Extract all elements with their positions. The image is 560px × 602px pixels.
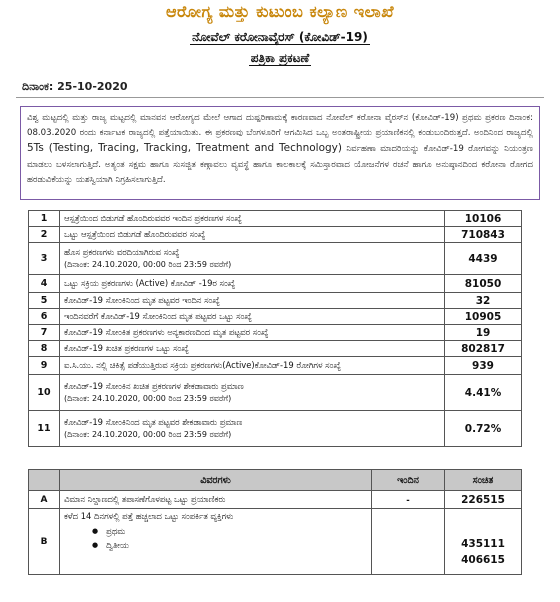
secondary-contacts: ● ದ್ವಿತೀಯ (92, 540, 367, 551)
stats-row (29, 411, 522, 447)
row-number: 7 (29, 325, 60, 341)
key-header (29, 470, 60, 491)
row-today: - (372, 491, 445, 509)
intro-paragraph (20, 106, 540, 200)
row-date-range: (ದಿನಾಂಕ: 24.10.2020, 00:00 ರಿಂದ 23:59 ರವರೆಗೆ) (64, 430, 232, 439)
release-date: ದಿನಾಂಕ: 25-10-2020 (22, 80, 128, 93)
row-value: 4.41% (445, 375, 522, 411)
stats-row (29, 275, 522, 293)
row-number: 11 (29, 411, 60, 447)
cumulative-header: ಸಂಚಿತ (445, 470, 522, 491)
primary-value: 435111 (461, 538, 505, 550)
row-label: ಐ.ಸಿ.ಯು. ನಲ್ಲಿ ಚಿಕಿತ್ಸೆ ಪಡೆಯುತ್ತಿರುವ ಸಕ್ರಿಯ ಪ್ರಕರಣಗಳು(Active)ಕೋವಿಡ್-19 ರೋಗಿಗಳ ಸಂಖ್ಯೆ (64, 360, 341, 370)
row-label-cell (60, 325, 445, 341)
row-value: 710843 (445, 227, 522, 243)
row-date-range: (ದಿನಾಂಕ: 24.10.2020, 00:00 ರಿಂದ 23:59 ರವರೆಗೆ) (64, 260, 232, 269)
stats-row (29, 243, 522, 275)
row-label: ಕೋವಿಡ್-19 ಸೋಂಕಿತ ಪ್ರಕರಣಗಳು ಅನ್ಯಕಾರಣದಿಂದ ಮೃತ ಪಟ್ಟವರ ಸಂಖ್ಯೆ (64, 327, 269, 337)
department-title: ಆರೋಗ್ಯ ಮತ್ತು ಕುಟುಂಬ ಕಲ್ಯಾಣ ಇಲಾಖೆ (166, 2, 394, 21)
row-label: ಒಟ್ಟು ಸಕ್ರಿಯ ಪ್ರಕರಣಗಳು (Active) ಕೋವಿಡ್ -19ರ ಸಂಖ್ಯೆ (64, 278, 236, 288)
row-label: ಕೋವಿಡ್-19 ಸೋಂಕಿನಿಂದ ಮೃತ ಪಟ್ಟವರ ಇಂದಿನ ಸಂಖ್ಯೆ (64, 295, 220, 305)
today-header: ಇಂದಿನ (372, 470, 445, 491)
row-value: 802817 (445, 341, 522, 357)
row-label: ಕಳೆದ 14 ದಿನಗಳಲ್ಲಿ ಪತ್ತೆ ಹಚ್ಚಲಾದ ಒಟ್ಟು ಸಂಪರ್ಕಿತ ವ್ಯಕ್ತಿಗಳು (64, 511, 234, 521)
row-value: 10106 (445, 211, 522, 227)
stats-row (29, 227, 522, 243)
details-row-b (29, 509, 522, 575)
row-number: 4 (29, 275, 60, 293)
row-label-cell (60, 309, 445, 325)
bulletin-heading-text: ಪತ್ರಿಕಾ ಪ್ರಕಟಣೆ (250, 51, 310, 65)
row-key: B (29, 509, 60, 575)
stats-row (29, 375, 522, 411)
intro-text-5ts: 5Ts (Testing, Tracing, Tracking, Treatment and Technology) (27, 142, 342, 155)
row-number: 10 (29, 375, 60, 411)
row-number: 1 (29, 211, 60, 227)
bulletin-heading (0, 51, 560, 66)
row-label: ಒಟ್ಟು ಆಸ್ಪತ್ರೆಯಿಂದ ಬಿಡುಗಡೆ ಹೊಂದಿರುವವರ ಸಂಖ್ಯೆ (64, 229, 206, 239)
row-label-cell (60, 293, 445, 309)
stats-row (29, 357, 522, 375)
subtitle-text: ನೋವೆಲ್ ಕರೋನಾವೈರಸ್ (ಕೋವಿಡ್-19) (192, 30, 368, 44)
intro-text-2: ನಿರ್ವಹಣಾ ಮಾದರಿಯನ್ನು ಕೋವಿಡ್-19 ರೋಗವನ್ನು ನಿಯಂತ್ರಣ ಮಾಡಲು ಬಳಸಲಾಗುತ್ತಿದೆ. ಅತ್ಯಂತ ಸಕ್ಷಮ ಹಾಗೂ ಸುಸಜ್ಜಿತ ಕಣ್ಗಾವಲು ವ್ಯವಸ್ಥೆ ಹಾಗೂ ಕಾಲಕಾಲಕ್ಕೆ ಸಮಿಸ್ತಾರವಾದ ಯೋಜನೆಗಳ ರಚನೆ ಹಾಗೂ ಅನುಷ್ಠಾನದಿಂದ ಕರೋನಾ ರೋಗದ ಹರಡುವಿಕೆಯನ್ನು ಯಶಸ್ವಿಯಾಗಿ ನಿಗ್ರಹಿಸಲಾಗುತ್ತಿದೆ. (27, 144, 533, 185)
row-label: ಕೋವಿಡ್-19 ಸೋಂಕಿನ ಖಚಿತ ಪ್ರಕರಣಗಳ ಶೇಕಡಾವಾರು ಪ್ರಮಾಣ (64, 381, 244, 391)
row-number: 6 (29, 309, 60, 325)
row-number: 9 (29, 357, 60, 375)
contact-list (92, 526, 367, 551)
row-number: 3 (29, 243, 60, 275)
row-label-cell (60, 275, 445, 293)
secondary-value: 406615 (461, 554, 505, 566)
primary-contacts: ● ಪ್ರಥಮ (92, 526, 367, 537)
row-value: 4439 (445, 243, 522, 275)
stats-row (29, 211, 522, 227)
row-label-cell (60, 375, 445, 411)
row-label-cell (60, 211, 445, 227)
stats-row (29, 341, 522, 357)
row-label: ಕೋವಿಡ್-19 ಖಚಿತ ಪ್ರಕರಣಗಳ ಒಟ್ಟು ಸಂಖ್ಯೆ (64, 343, 189, 353)
row-label: ವಿಮಾನ ನಿಲ್ದಾಣದಲ್ಲಿ ತಪಾಸಣೆಗೊಳಪಟ್ಟ ಒಟ್ಟು ಪ್ರಯಾಣಿಕರು (60, 491, 372, 509)
row-label-cell (60, 243, 445, 275)
row-label-cell (60, 509, 372, 575)
row-value: 32 (445, 293, 522, 309)
stats-row (29, 325, 522, 341)
row-value: 81050 (445, 275, 522, 293)
intro-text-1: ವಿಶ್ವ ಮಟ್ಟದಲ್ಲಿ ಮತ್ತು ರಾಜ್ಯ ಮಟ್ಟದಲ್ಲಿ ಮಾನವನ ಆರೋಗ್ಯದ ಮೇಲೆ ಆಗಾದ ದುಷ್ಪರಿಣಾಮಕ್ಕೆ ಕಾರಣವಾದ ನೋವೆಲ್ ಕರೋನಾ ವೈರಸ್‌ನ (ಕೋವಿಡ್-19) ಪ್ರಥಮ ಪ್ರಕರಣ ದಿನಾಂಕ: 08.03.2020 ರಂದು ಕರ್ನಾಟಕ ರಾಜ್ಯದಲ್ಲಿ ಪತ್ತೆಯಾಯಿತು. ಈ ಪ್ರಕರಣವು ಬೆಂಗಳೂರಿಗೆ ಆಗಮಿಸಿದ ಒಬ್ಬ ಅಂತರಾಷ್ಟ್ರೀಯ ಪ್ರಯಾಣಿಕನಲ್ಲಿ ಕಂಡುಬಂದಿರುತ್ತದೆ. ಅಂದಿನಿಂದ ರಾಜ್ಯದಲ್ಲಿ (27, 113, 533, 139)
row-key: A (29, 491, 60, 509)
press-release-page (0, 2, 560, 602)
row-number: 2 (29, 227, 60, 243)
stats-row (29, 293, 522, 309)
statistics-table (28, 210, 522, 447)
row-cumulative: 226515 (445, 491, 522, 509)
row-cumulative-cell (445, 509, 522, 575)
row-label-cell (60, 411, 445, 447)
divider (16, 97, 544, 98)
row-label-cell (60, 227, 445, 243)
details-table (28, 469, 522, 575)
row-value: 19 (445, 325, 522, 341)
row-number: 5 (29, 293, 60, 309)
row-value: 10905 (445, 309, 522, 325)
row-label: ಇಂದಿನವರೆಗೆ ಕೋವಿಡ್-19 ಸೋಂಕಿನಿಂದ ಮೃತ ಪಟ್ಟವರ ಒಟ್ಟು ಸಂಖ್ಯೆ (64, 311, 252, 321)
details-header-row (29, 470, 522, 491)
row-value: 0.72% (445, 411, 522, 447)
details-header: ವಿವರಗಳು (60, 470, 372, 491)
row-label: ಆಸ್ಪತ್ರೆಯಿಂದ ಬಿಡುಗಡೆ ಹೊಂದಿರುವವರ ಇಂದಿನ ಪ್ರಕರಣಗಳ ಸಂಖ್ಯೆ (64, 213, 242, 223)
row-label-cell (60, 357, 445, 375)
row-number: 8 (29, 341, 60, 357)
details-row-a (29, 491, 522, 509)
row-today (372, 509, 445, 575)
row-label: ಕೋವಿಡ್-19 ಸೋಂಕಿನಿಂದ ಮೃತ ಪಟ್ಟವರ ಶೇಕಡಾವಾರು ಪ್ರಮಾಣ (64, 417, 243, 427)
row-value: 939 (445, 357, 522, 375)
row-label: ಹೊಸ ಪ್ರಕರಣಗಳು ವರದಿಯಾಗಿರುವ ಸಂಖ್ಯೆ (64, 247, 180, 257)
subtitle (0, 30, 560, 45)
stats-row (29, 309, 522, 325)
row-label-cell (60, 341, 445, 357)
row-date-range: (ದಿನಾಂಕ: 24.10.2020, 00:00 ರಿಂದ 23:59 ರವರೆಗೆ) (64, 394, 232, 403)
